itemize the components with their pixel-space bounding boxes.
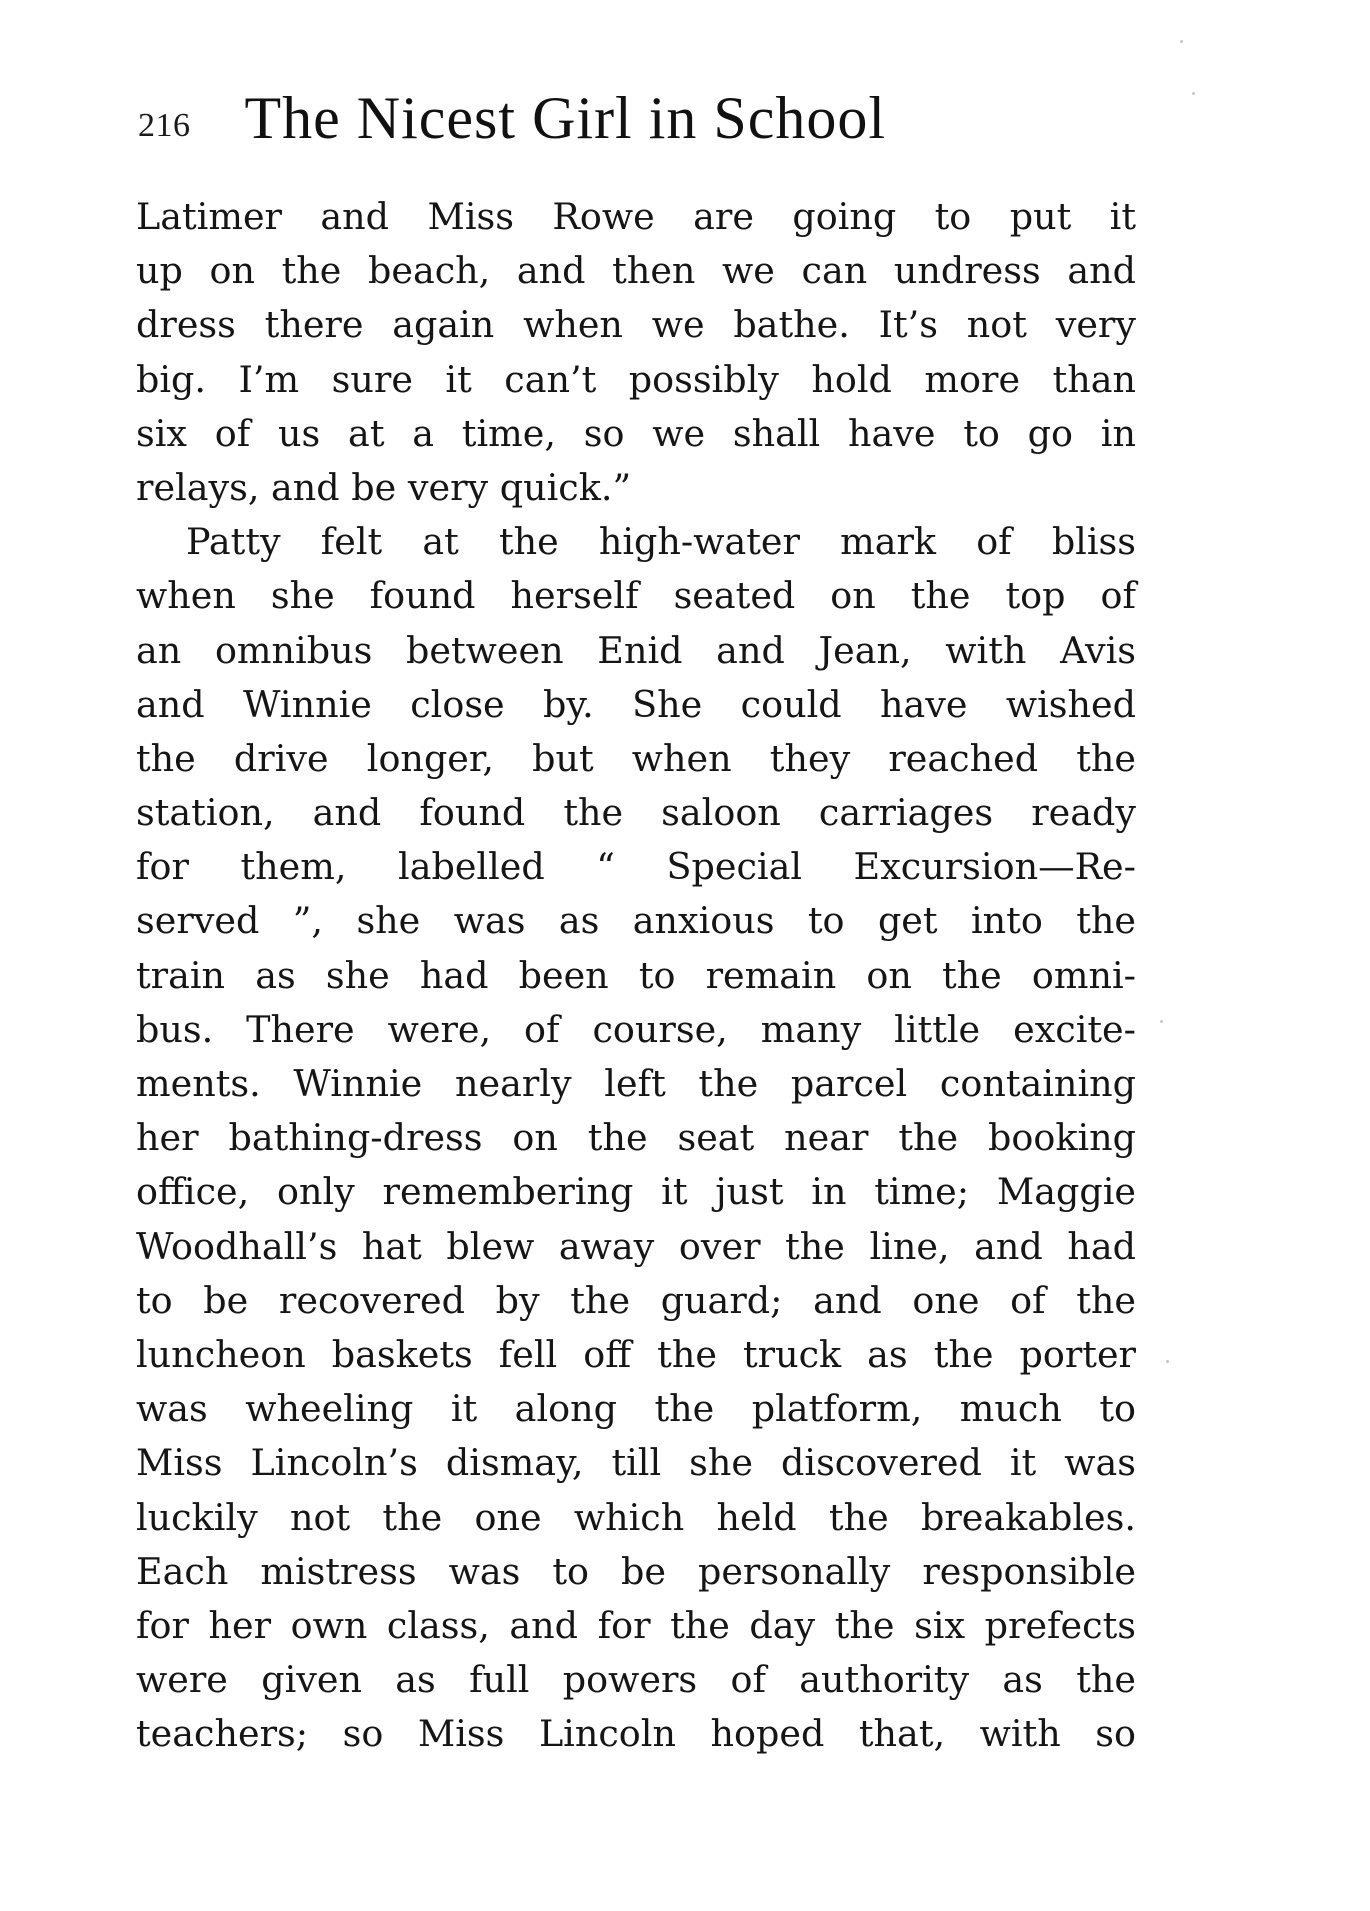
paragraph-first-line: Patty felt at the high-water mark of bliss: [186, 520, 1136, 564]
text-line: six of us at a time, so we shall have to go in: [136, 411, 1136, 455]
text-line: served ”, she was as anxious to get into the: [136, 899, 1136, 943]
text-line: station, and found the saloon carriages ready: [136, 791, 1136, 835]
text-line: for them, labelled “ Special Excursion—Re-: [136, 845, 1136, 889]
text-line: for her own class, and for the day the six prefects: [136, 1603, 1136, 1647]
text-line: office, only remembering it just in time; Maggie: [136, 1170, 1136, 1214]
margin-speck: [1160, 1020, 1163, 1023]
text-line: Woodhall’s hat blew away over the line, and had: [136, 1224, 1136, 1268]
text-line: train as she had been to remain on the omni-: [136, 953, 1136, 997]
text-line: Latimer and Miss Rowe are going to put it: [136, 195, 1136, 238]
text-line: were given as full powers of authority as the: [136, 1658, 1136, 1702]
text-line: dress there again when we bathe. It’s not very: [136, 303, 1136, 347]
body-text: [136, 190, 1136, 1761]
margin-speck: [1192, 92, 1195, 95]
text-line: bus. There were, of course, many little excite-: [136, 1007, 1136, 1051]
text-line: an omnibus between Enid and Jean, with Avis: [136, 628, 1136, 672]
text-line: relays, and be very quick.”: [136, 465, 632, 509]
page-number: 216: [138, 107, 191, 144]
text-line: was wheeling it along the platform, much to: [136, 1387, 1136, 1431]
margin-speck: [1166, 1360, 1169, 1363]
text-line: the drive longer, but when they reached the: [136, 736, 1136, 780]
text-line: Miss Lincoln’s dismay, till she discovered it was: [136, 1441, 1136, 1485]
text-line: to be recovered by the guard; and one of the: [136, 1278, 1136, 1322]
text-line: and Winnie close by. She could have wished: [136, 682, 1136, 726]
text-line: big. I’m sure it can’t possibly hold more than: [136, 357, 1136, 401]
text-line: her bathing-dress on the seat near the booking: [136, 1116, 1136, 1160]
text-line: luncheon baskets fell off the truck as the porter: [136, 1332, 1136, 1376]
book-title: The Nicest Girl in School: [244, 85, 887, 151]
text-line: Each mistress was to be personally responsible: [136, 1549, 1136, 1593]
text-line: when she found herself seated on the top of: [136, 574, 1136, 618]
margin-speck: [1180, 40, 1183, 43]
running-head: [138, 85, 1138, 158]
text-line: ments. Winnie nearly left the parcel containing: [136, 1062, 1136, 1105]
text-line: luckily not the one which held the breakables.: [136, 1495, 1136, 1539]
text-line: up on the beach, and then we can undress and: [136, 249, 1136, 293]
text-line: teachers; so Miss Lincoln hoped that, with so: [136, 1712, 1136, 1756]
